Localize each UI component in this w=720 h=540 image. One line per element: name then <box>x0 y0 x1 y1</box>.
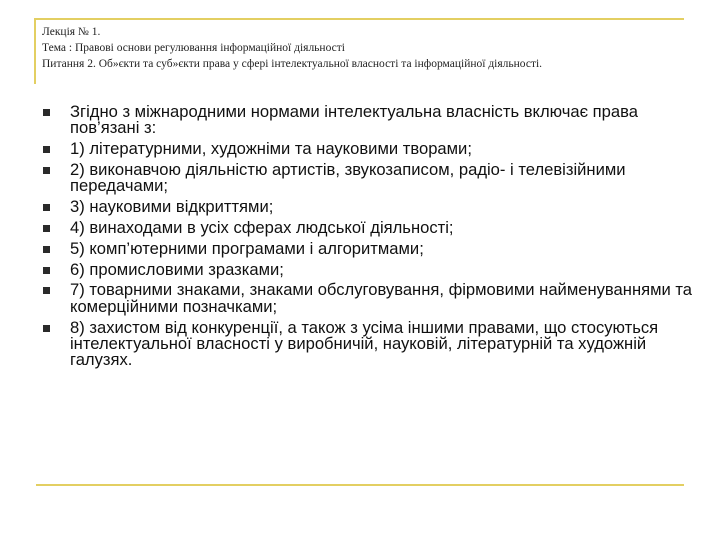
list-item <box>42 104 704 137</box>
square-bullet-icon <box>43 267 50 274</box>
list-item-text: 5) комп’ютерними програмами і алгоритмами; <box>70 238 424 258</box>
list-item-text: 8) захистом від конкуренції, а також з усіма іншими правами, що стосуються інтелектуальної власності у виробничій, науковій, літературній та художній галузях. <box>70 317 659 370</box>
top-divider <box>36 18 684 20</box>
list-item-text: 3) науковими відкриттями; <box>70 197 274 217</box>
square-bullet-icon <box>43 204 50 211</box>
square-bullet-icon <box>43 167 50 174</box>
list-item <box>42 220 704 236</box>
square-bullet-icon <box>43 325 50 332</box>
bottom-divider <box>36 484 684 486</box>
square-bullet-icon <box>43 246 50 253</box>
square-bullet-icon <box>43 225 50 232</box>
left-divider <box>34 18 36 84</box>
list-item-text: 6) промисловими зразками; <box>70 259 284 279</box>
content-list <box>42 104 704 373</box>
list-item <box>42 141 704 157</box>
list-item <box>42 199 704 215</box>
list-item-text: Згідно з міжнародними нормами інтелектуальна власність включає права пов’язані з: <box>70 102 638 138</box>
square-bullet-icon <box>43 109 50 116</box>
list-item <box>42 238 704 258</box>
list-item-text: 4) винаходами в усіх сферах людської діяльності; <box>70 218 454 237</box>
lecture-topic: Тема : Правові основи регулювання інформаційної діяльності <box>42 42 345 54</box>
square-bullet-icon <box>43 146 50 153</box>
lecture-number: Лекція № 1. <box>42 26 101 38</box>
list-item <box>42 282 704 315</box>
list-item-text: 1) літературними, художніми та науковими творами; <box>70 139 472 159</box>
list-item-text: 7) товарними знаками, знаками обслуговування, фірмовими найменуваннями та комерційними позначками; <box>70 280 693 316</box>
square-bullet-icon <box>43 287 50 294</box>
list-item <box>42 162 704 195</box>
lecture-question: Питання 2. Об»єкти та суб»єкти права у сфері інтелектуальної власності та інформаційної діяльності. <box>42 58 543 70</box>
slide-header <box>42 24 682 72</box>
list-item <box>42 317 704 370</box>
list-item <box>42 259 704 279</box>
list-item-text: 2) виконавчою діяльністю артистів, звукозаписом, радіо- і телевізійними передачами; <box>70 160 626 196</box>
